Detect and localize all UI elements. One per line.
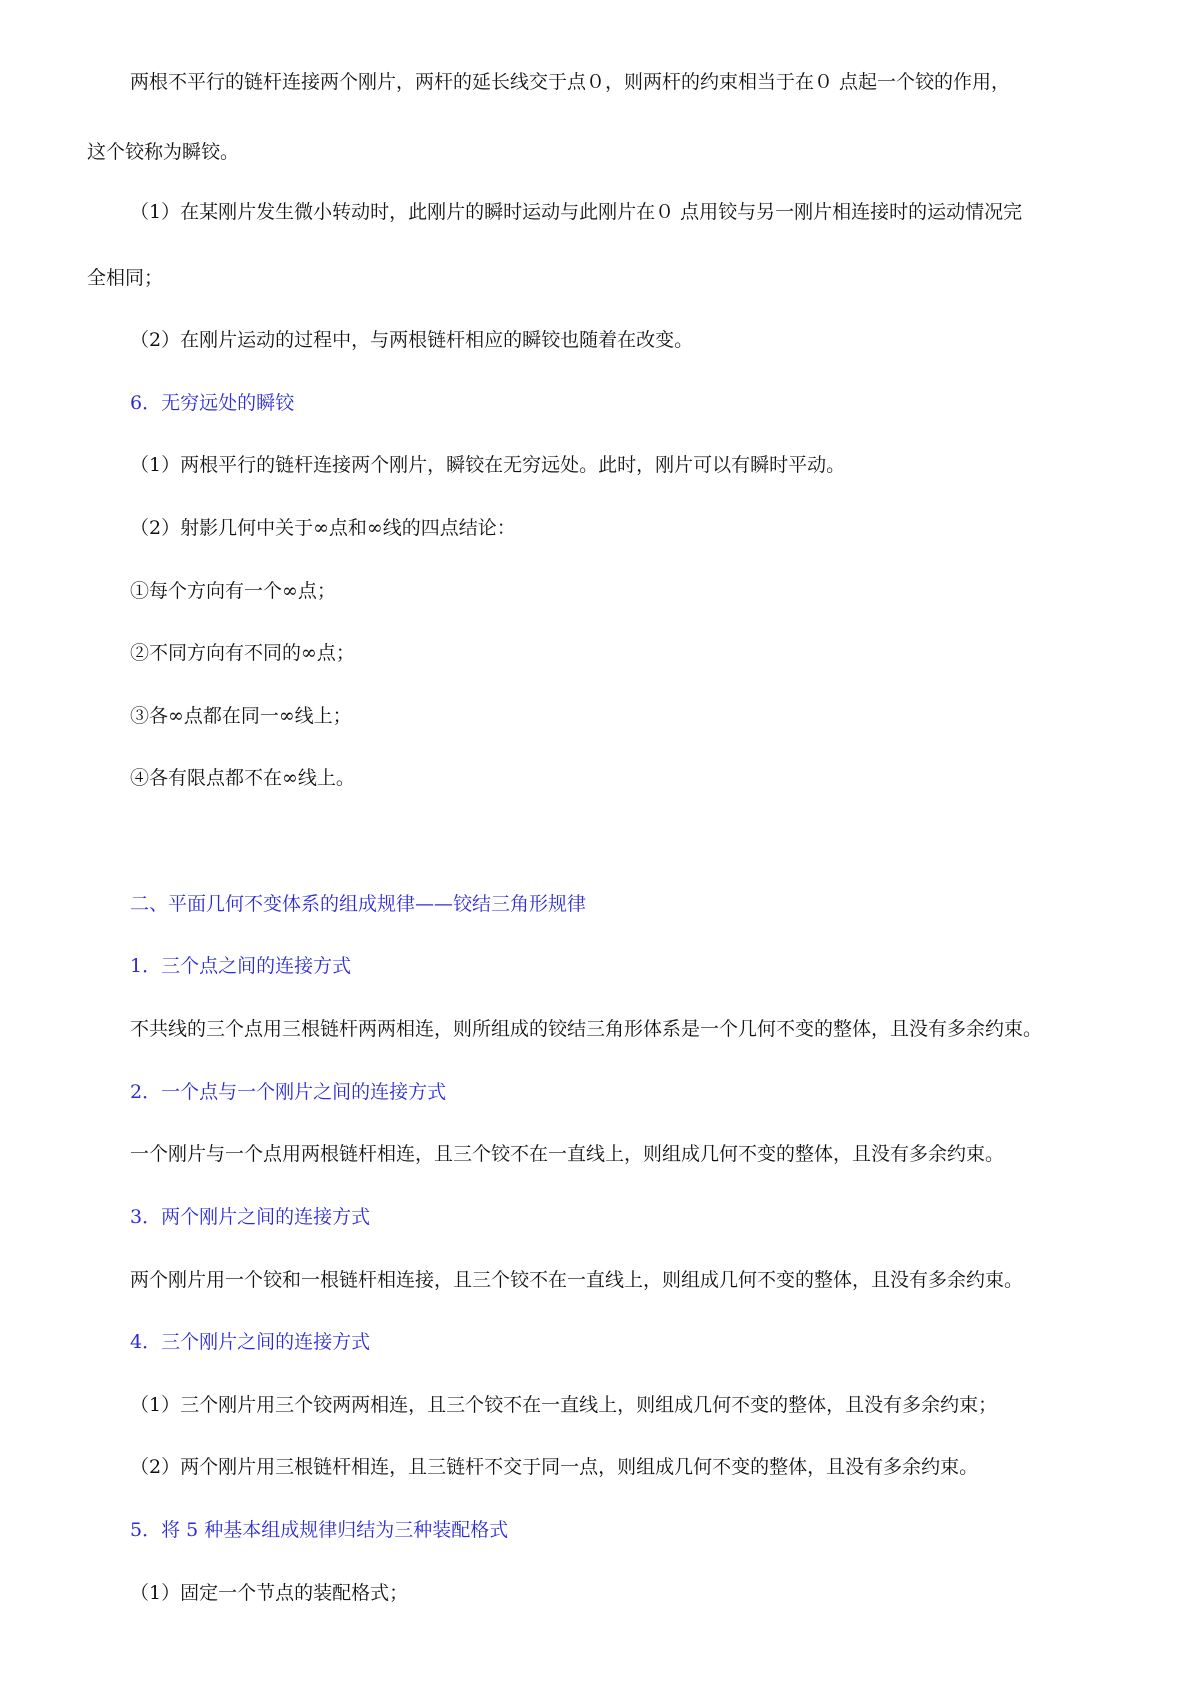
list-item-4: ④各有限点都不在∞线上。 xyxy=(130,767,355,789)
subsection-heading-2: 2．一个点与一个刚片之间的连接方式 xyxy=(130,1081,447,1103)
paragraph-0: 两根不平行的链杆连接两个刚片，两杆的延长线交于点０，则两杆的约束相当于在０ 点起一个铰的作用， xyxy=(130,71,1011,93)
paragraph-1: 这个铰称为瞬铰。 xyxy=(87,141,240,163)
paragraph-6: （1）两根平行的链杆连接两个刚片，瞬铰在无穷远处。此时，刚片可以有瞬时平动。 xyxy=(130,454,846,476)
section-heading-6: 6．无穷远处的瞬铰 xyxy=(130,392,295,414)
paragraph-3: 全相同； xyxy=(87,267,164,289)
paragraph-20: （1）三个刚片用三个铰两两相连，且三个铰不在一直线上，则组成几何不变的整体，且没有多余约束； xyxy=(130,1394,998,1416)
list-item-2: ②不同方向有不同的∞点； xyxy=(130,642,355,664)
paragraph-18: 两个刚片用一个铰和一根链杆相连接，且三个铰不在一直线上，则组成几何不变的整体，且没有多余约束。 xyxy=(130,1269,1024,1291)
list-item-3: ③各∞点都在同一∞线上； xyxy=(130,705,352,727)
subsection-heading-5: 5．将 5 种基本组成规律归结为三种装配格式 xyxy=(130,1519,509,1541)
paragraph-14: 不共线的三个点用三根链杆两两相连，则所组成的铰结三角形体系是一个几何不变的整体，且没有多余约束。 xyxy=(130,1018,1043,1040)
section-heading-2: 二、平面几何不变体系的组成规律——铰结三角形规律 xyxy=(130,893,587,915)
paragraph-2: （1）在某刚片发生微小转动时，此刚片的瞬时运动与此刚片在０ 点用铰与另一刚片相连接时的运动情况完 xyxy=(130,201,1023,223)
list-item-1: ①每个方向有一个∞点； xyxy=(130,580,336,602)
paragraph-23: （1）固定一个节点的装配格式； xyxy=(130,1582,409,1604)
subsection-heading-4: 4．三个刚片之间的连接方式 xyxy=(130,1331,371,1353)
subsection-heading-1: 1．三个点之间的连接方式 xyxy=(130,955,352,977)
subsection-heading-3: 3．两个刚片之间的连接方式 xyxy=(130,1206,371,1228)
paragraph-16: 一个刚片与一个点用两根链杆相连，且三个铰不在一直线上，则组成几何不变的整体，且没有多余约束。 xyxy=(130,1143,1005,1165)
paragraph-21: （2）两个刚片用三根链杆相连，且三链杆不交于同一点，则组成几何不变的整体，且没有多余约束。 xyxy=(130,1456,979,1478)
paragraph-4: （2）在刚片运动的过程中，与两根链杆相应的瞬铰也随着在改变。 xyxy=(130,329,694,351)
paragraph-7: （2）射影几何中关于∞点和∞线的四点结论： xyxy=(130,517,516,539)
